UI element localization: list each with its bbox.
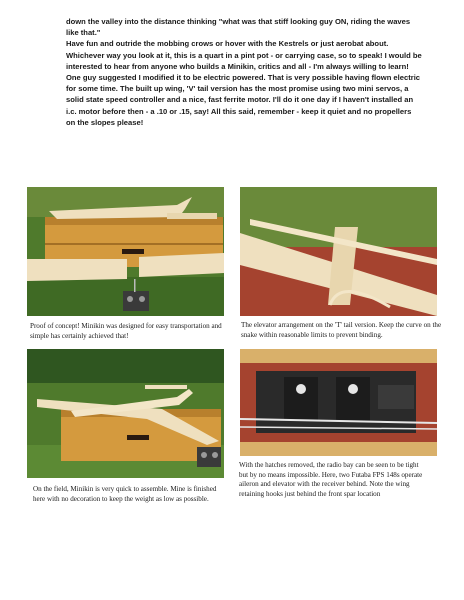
- photo-t-tail-elevator: [240, 187, 437, 316]
- photo-glider-on-field: [27, 349, 224, 478]
- caption-bottom-left: On the field, Minikin is very quick to assemble. Mine is finished here with no decoration to keep the weight as low as possible.: [33, 485, 217, 503]
- photo-radio-bay: [240, 349, 437, 456]
- paragraph-2: Have fun and outride the mobbing crows or hover with the Kestrels or just aerobat about. Whichever way you look at it, this is a quart in a pint pot - or carrying case, so to speak! I would be interested to hear from anyone who builds a Minikin, critics and all - I'm always willing to learn! One guy suggested I modified it to be electric powered. That is very possible having flown electric for some time. The built up wing, 'V' tail version has the most promise using two mini servos, a solid state speed controller and a nice, fast ferrite motor. I'll do it one day if I haven't installed an i.c. motor before then - a .10 or .15, say! All this said, remember - keep it quiet and no propellers on the slopes please!: [66, 39, 422, 127]
- caption-top-left: Proof of concept! Minikin was designed for easy transportation and simple has certainly achieved that!: [30, 322, 222, 340]
- photo-glider-on-case: [27, 187, 224, 316]
- paragraph-1: down the valley into the distance thinking "what was that stiff looking guy ON, riding the waves like that.": [66, 17, 411, 38]
- caption-bottom-right: With the hatches removed, the radio bay can be seen to be tight but by no means impossible. Here, two Futaba FPS 148s operate aileron and elevator with the receiver behind. Note the wing retaining hooks just behind the front spar location: [239, 461, 423, 498]
- article-body-text: [66, 16, 422, 128]
- caption-top-right: The elevator arrangement on the 'T' tail version. Keep the curve on the snake within reasonable limits to prevent binding.: [241, 321, 442, 339]
